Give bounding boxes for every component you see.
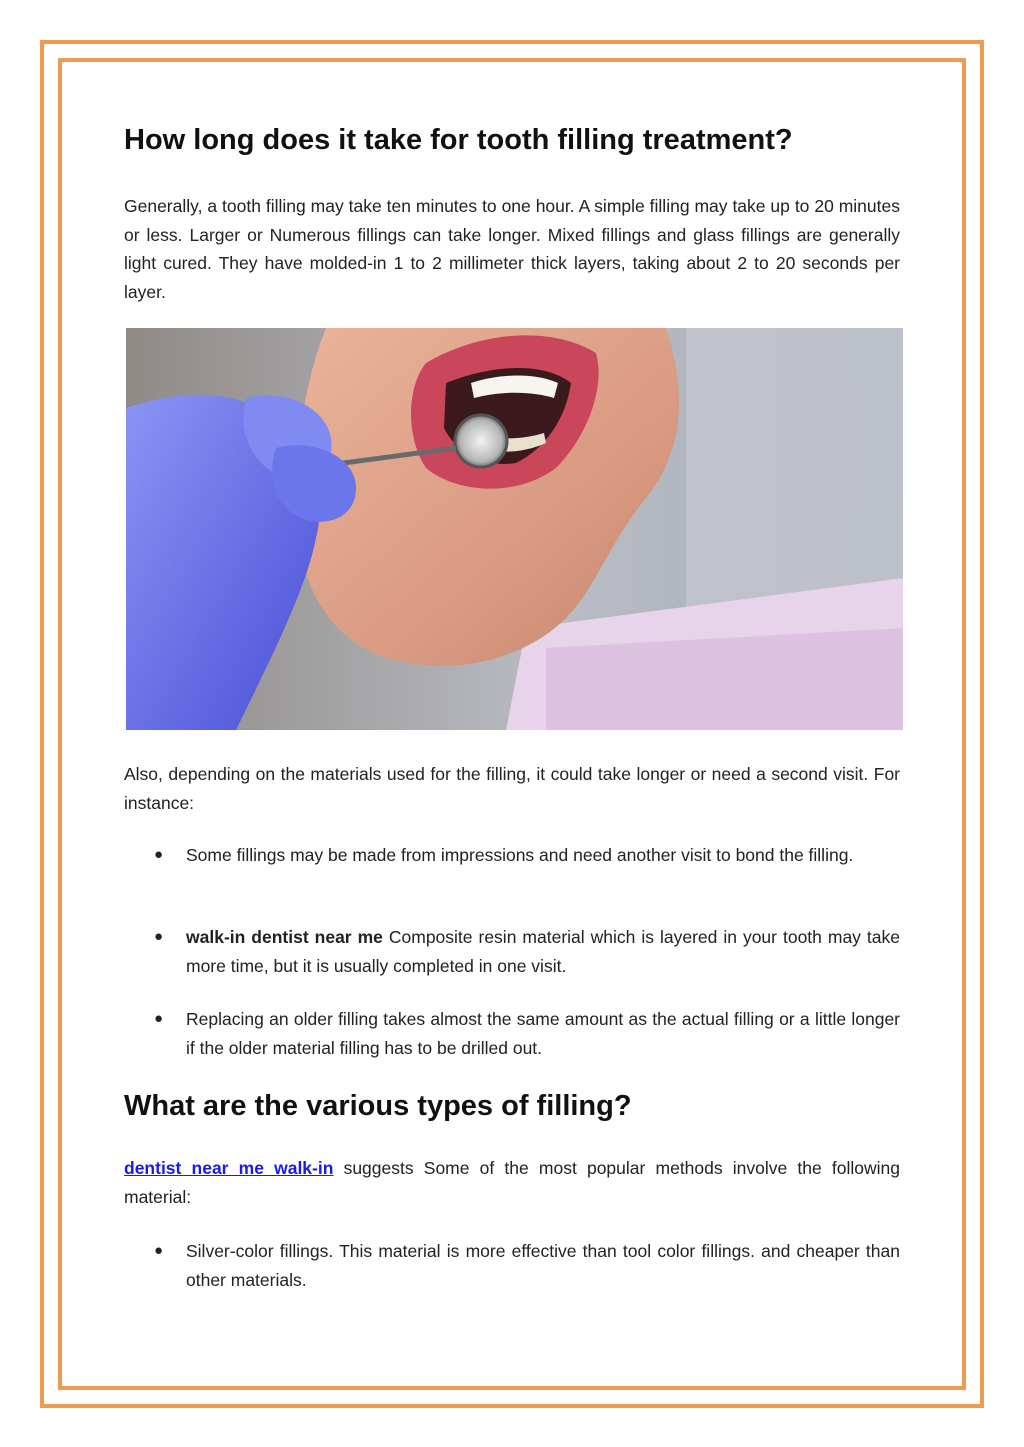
section1-heading: How long does it take for tooth filling treatment? [124, 124, 793, 156]
dental-exam-photo [126, 328, 903, 730]
section2-paragraph-text: suggests Some of the most popular methods involve the following material: [124, 1158, 900, 1207]
list-item-bold-keyword: walk-in dentist near me [186, 927, 383, 947]
list-item [124, 841, 900, 870]
list-item [124, 923, 900, 980]
list-item-text: Composite resin material which is layered in your tooth may take more time, but it is usually completed in one visit. [186, 927, 900, 976]
section2-heading: What are the various types of filling? [124, 1090, 632, 1122]
section1-after-image-paragraph: Also, depending on the materials used for the filling, it could take longer or need a second visit. For instance: [124, 764, 900, 813]
section1-paragraph: Generally, a tooth filling may take ten minutes to one hour. A simple filling may take up to 20 minutes or less. Larger or Numerous fillings can take longer. Mixed fillings and glass fillings are generally light cured. They have molded-in 1 to 2 millimeter thick layers, taking about 2 to 20 seconds per layer. [124, 196, 900, 302]
bullet-icon: ● [154, 846, 164, 863]
list-item [124, 1005, 900, 1062]
list-item [124, 1237, 900, 1294]
bullet-icon: ● [154, 1242, 164, 1259]
bullet-icon: ● [154, 1010, 164, 1027]
list-item-text: Silver-color fillings. This material is more effective than tool color fillings. and cheaper than other materials. [186, 1241, 900, 1290]
list-item-text: Some fillings may be made from impressions and need another visit to bond the filling. [186, 845, 854, 865]
section2-paragraph [124, 1154, 900, 1211]
bullet-icon: ● [154, 928, 164, 945]
list-item-text: Replacing an older filling takes almost the same amount as the actual filling or a little longer if the older material filling has to be drilled out. [186, 1009, 900, 1058]
dental-exam-illustration [126, 328, 903, 730]
dentist-link[interactable]: dentist near me walk-in [124, 1158, 334, 1178]
